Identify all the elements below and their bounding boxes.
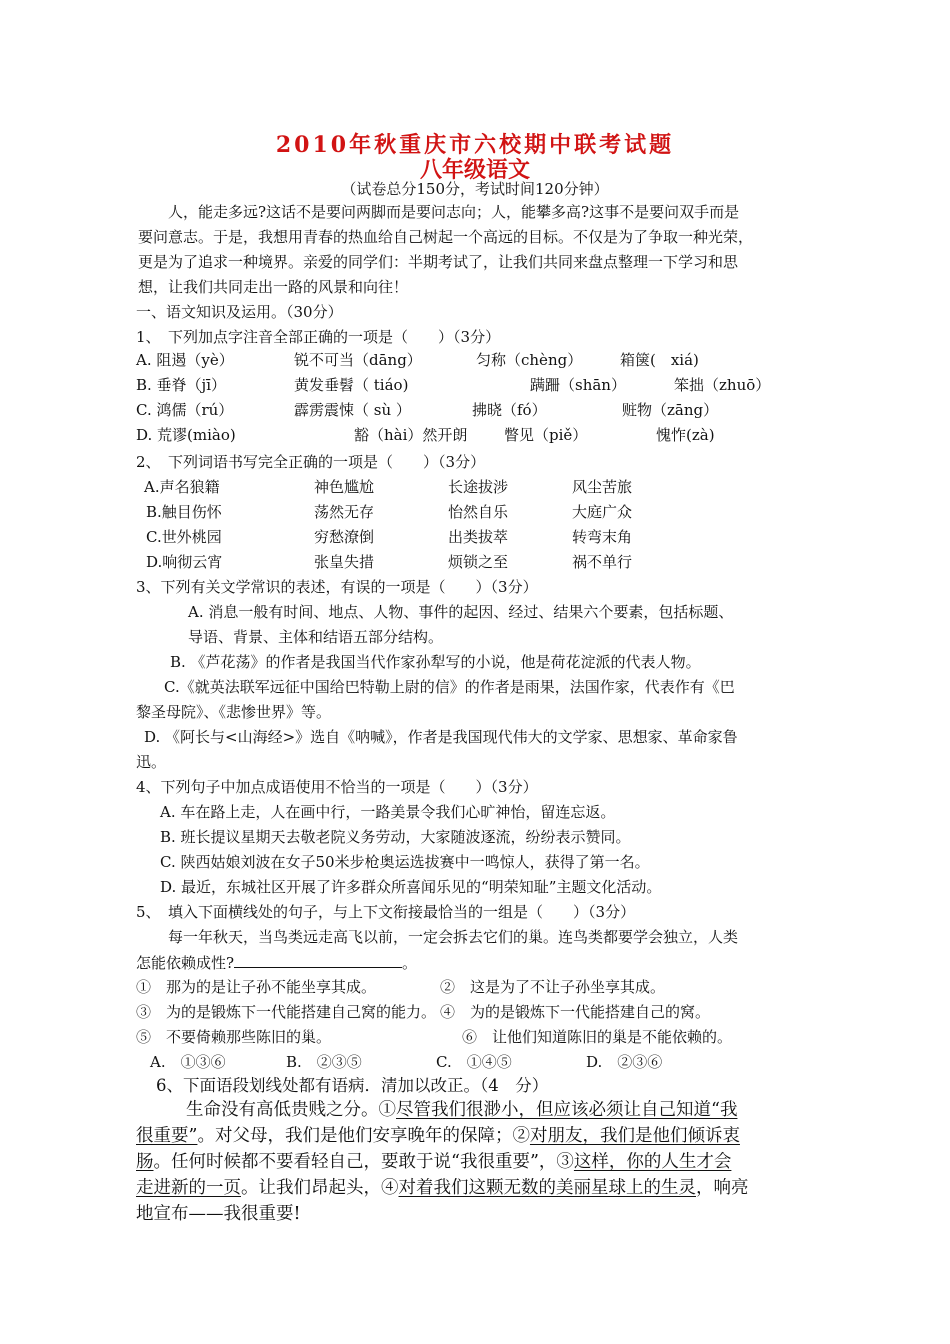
passage-line: 每一年秋天，当鸟类远走高飞以前，一定会拆去它们的巢。连鸟类都要学会独立，人类 (168, 928, 739, 946)
question-5-stem: 5、 填入下面横线处的句子，与上下文衔接最恰当的一组是（ ）（3分） (136, 903, 636, 921)
choice-item: ① 那为的是让子孙不能坐享其成。 (136, 978, 377, 996)
passage-line (136, 1124, 740, 1148)
intro-line: 人，能走多远?这话不是要问两脚而是要问志向；人，能攀多高?这事不是要问双手而是 (168, 203, 740, 221)
option-cell: 神色尴尬 (314, 478, 375, 496)
section-heading: 一、语文知识及运用。（30分） (136, 303, 343, 321)
option-cell: C. 鸿儒（rú） (136, 401, 234, 419)
option-cell: 豁（hài）然开朗 (354, 426, 468, 444)
question-6-stem: 6、下面语段划线处都有语病．清加以改正。（4 分） (156, 1076, 549, 1095)
option-cell: 箱箧( xiá) (620, 351, 699, 369)
question-1-stem: 1、 下列加点字注音全部正确的一项是（ ）（3分） (136, 328, 501, 346)
option-cell: 风尘苦旅 (572, 478, 633, 496)
underlined-error: 肠 (136, 1152, 154, 1172)
option-cell: 转弯末角 (572, 528, 633, 546)
option-b: B. 班长提议星期天去敬老院义务劳动，大家随波逐流，纷纷表示赞同。 (160, 828, 631, 846)
exam-title: 2010年秋重庆市六校期中联考试题 (275, 132, 675, 158)
choice-item: ③ 为的是锻炼下一代能搭建自己窝的能力。 (136, 1003, 437, 1021)
option-cell: 祸不单行 (572, 553, 633, 571)
option-cell: 荡然无存 (314, 503, 375, 521)
choice-item: ② 这是为了不让子孙坐享其成。 (440, 978, 666, 996)
option-cell: D. 荒谬(miào) (136, 426, 236, 444)
option-c-cont: 黎圣母院》、《悲惨世界》等。 (136, 703, 332, 721)
passage-line (186, 1098, 737, 1122)
option-cell: 怡然自乐 (448, 503, 509, 521)
passage-line (136, 1176, 749, 1200)
option-cell: 瞥见（piě） (504, 426, 588, 444)
option-cell: 黄发垂髫（ tiáo) (294, 376, 409, 394)
intro-line: 想，让我们共同走出一路的风景和向往！ (138, 278, 409, 296)
choice-item: ④ 为的是锻炼下一代能搭建自己的窝。 (440, 1003, 711, 1021)
option-cell: 长途拔涉 (448, 478, 509, 496)
option-cell: A. 阻遏（yè） (136, 351, 234, 369)
exam-subtitle: 八年级语文 (419, 157, 530, 183)
option-cell: B.触目伤怀 (146, 503, 222, 521)
option-cell: 拂晓（fó） (472, 401, 547, 419)
passage-line (136, 952, 417, 973)
passage-text: ，响亮 (696, 1178, 749, 1198)
underlined-error: 对着我们这颗无数的美丽星球上的生灵 (398, 1178, 696, 1198)
option-cell: 大庭广众 (572, 503, 633, 521)
passage-line: 地宣布——我很重要! (136, 1204, 301, 1224)
option-d: D. 《阿长与<山海经>》选自《呐喊》，作者是我国现代伟大的文学家、思想家、革命家鲁 (144, 728, 738, 746)
option-cell: B. 垂脊（jī） (136, 376, 227, 394)
option-a: A. 车在路上走，人在画中行，一路美景令我们心旷神怡，留连忘返。 (160, 803, 616, 821)
choice-item: ⑥ 让他们知道陈旧的巢是不能依赖的。 (462, 1028, 733, 1046)
answer-choice: D. ②③⑥ (586, 1053, 663, 1071)
fill-blank (234, 952, 402, 968)
passage-line (136, 1150, 731, 1174)
passage-text: 怎能依赖成性? (136, 954, 235, 972)
question-3-stem: 3、下列有关文学常识的表述，有误的一项是（ ）（3分） (136, 578, 538, 596)
passage-text: 。对父母，我们是他们安享晚年的保障；② (197, 1126, 530, 1146)
option-c: C.《就英法联军远征中国给巴特勒上尉的信》的作者是雨果，法国作家，代表作有《巴 (164, 678, 735, 696)
option-cell: 笨拙（zhuō） (674, 376, 771, 394)
option-cell: 霹雳震悚（ sù ） (294, 401, 411, 419)
passage-text: 生命没有高低贵贱之分。① (186, 1100, 396, 1120)
question-4-stem: 4、下列句子中加点成语使用不恰当的一项是（ ）（3分） (136, 778, 538, 796)
option-cell: 匀称（chèng） (476, 351, 583, 369)
option-cell: 烦锁之至 (448, 553, 509, 571)
intro-line: 要问意志。于是，我想用青春的热血给自己树起一个高远的目标。不仅是为了争取一种光荣， (138, 228, 754, 246)
answer-choice: A. ①③⑥ (150, 1053, 226, 1071)
passage-text: 。任何时候都不要看轻自己，要敢于说“我很重要”，③ (153, 1152, 574, 1172)
answer-choice: C. ①④⑤ (436, 1053, 512, 1071)
option-cell: 张皇失措 (314, 553, 375, 571)
option-c: C. 陕西姑娘刘波在女子50米步枪奥运选拔赛中一鸣惊人，获得了第一名。 (160, 853, 650, 871)
option-cell: 锐不可当（dāng） (294, 351, 422, 369)
option-cell: 出类拔萃 (448, 528, 509, 546)
underlined-error: 对朋友，我们是他们倾诉衷 (529, 1126, 740, 1146)
choice-item: ⑤ 不要倚赖那些陈旧的巢。 (136, 1028, 332, 1046)
passage-text: 。 (402, 954, 418, 972)
exam-info: （试卷总分150分，考试时间120分钟） (341, 180, 609, 198)
intro-line: 更是为了追求一种境界。亲爱的同学们：半期考试了，让我们共同来盘点整理一下学习和思 (138, 253, 739, 271)
option-cell: D.响彻云宵 (146, 553, 223, 571)
option-cell: A.声名狼籍 (144, 478, 220, 496)
option-b: B. 《芦花荡》的作者是我国当代作家孙犁写的小说，他是荷花淀派的代表人物。 (170, 653, 701, 671)
option-d-cont: 迅。 (136, 753, 167, 771)
underlined-error: 尽管我们很渺小，但应该必须让自己知道“我 (396, 1100, 738, 1120)
option-a-cont: 导语、背景、主体和结语五部分结构。 (188, 628, 444, 646)
option-a: A. 消息一般有时间、地点、人物、事件的起因、经过、结果六个要素，包括标题、 (188, 603, 734, 621)
answer-choice: B. ②③⑤ (286, 1053, 362, 1071)
option-cell: 蹒跚（shān） (530, 376, 626, 394)
option-cell: 穷愁潦倒 (314, 528, 375, 546)
option-cell: C.世外桃园 (146, 528, 222, 546)
passage-text: 。让我们昂起头，④ (241, 1178, 399, 1198)
question-2-stem: 2、 下列词语书写完全正确的一项是（ ）（3分） (136, 453, 486, 471)
underlined-error: 很重要” (136, 1126, 198, 1146)
option-cell: 赃物（zāng） (622, 401, 719, 419)
option-cell: 愧怍(zà) (656, 426, 715, 444)
underlined-error: 走进新的一页 (136, 1178, 241, 1198)
option-d: D. 最近，东城社区开展了许多群众所喜闻乐见的“明荣知耻”主题文化活动。 (160, 878, 662, 896)
underlined-error: 这样，你的人生才会 (573, 1152, 732, 1172)
